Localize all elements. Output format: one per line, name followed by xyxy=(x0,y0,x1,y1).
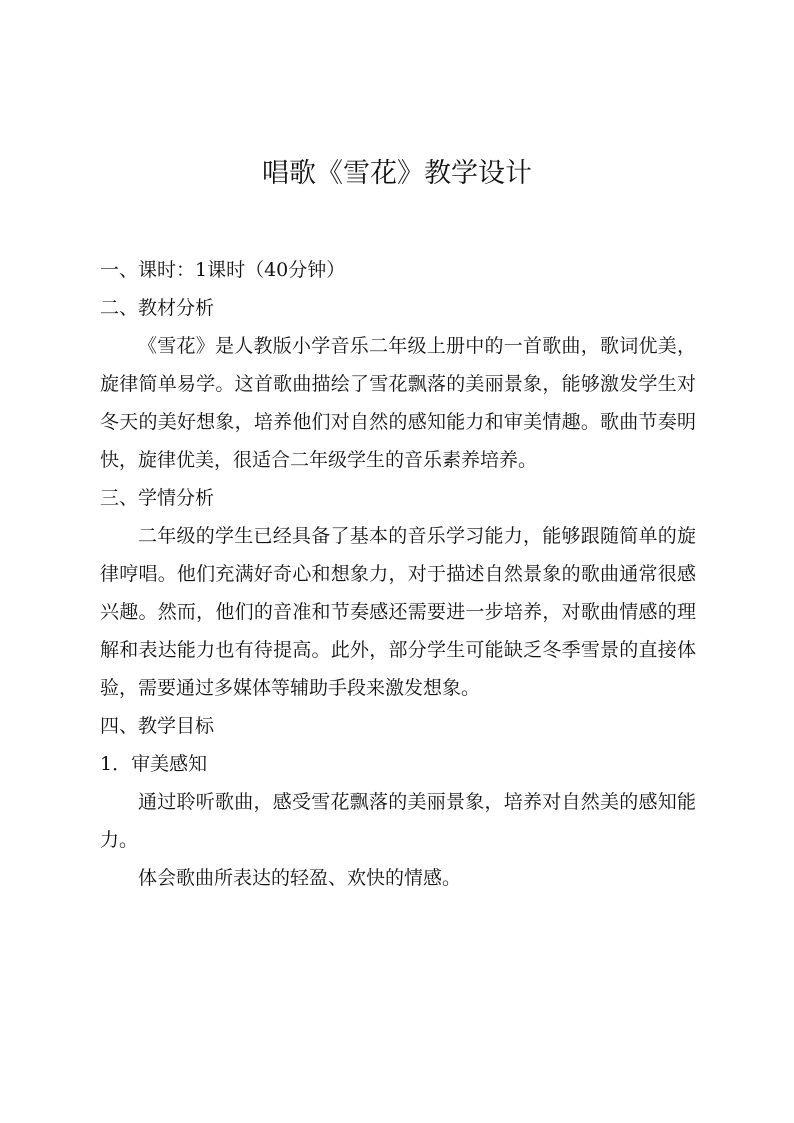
section-3-paragraph: 二年级的学生已经具备了基本的音乐学习能力，能够跟随简单的旋律哼唱。他们充满好奇心和想象力，对于描述自然景象的歌曲通常很感兴趣。然而，他们的音准和节奏感还需要进一步培养，对歌曲情感的理解和表达能力也有待提高。此外，部分学生可能缺乏冬季雪景的直接体验，需要通过多媒体等辅助手段来激发想象。 xyxy=(100,525,696,699)
section-3-heading: 三、学情分析 xyxy=(100,487,215,509)
section-4-heading: 四、教学目标 xyxy=(100,715,215,737)
section-1-lesson-time: 一、课时：1课时（40分钟） xyxy=(100,259,346,281)
section-2-paragraph: 《雪花》是人教版小学音乐二年级上册中的一首歌曲，歌词优美，旋律简单易学。这首歌曲描绘了雪花飘落的美丽景象，能够激发学生对冬天的美好想象，培养他们对自然的感知能力和审美情趣。歌曲节奏明快，旋律优美，很适合二年级学生的音乐素养培养。 xyxy=(100,335,696,471)
document-title: 唱歌《雪花》教学设计 xyxy=(262,158,532,189)
subsection-1-paragraph-2: 体会歌曲所表达的轻盈、欢快的情感。 xyxy=(138,867,462,889)
section-2-heading: 二、教材分析 xyxy=(100,297,215,319)
document-body xyxy=(100,251,696,897)
subsection-1-heading: 1．审美感知 xyxy=(100,753,208,775)
subsection-1-paragraph-1: 通过聆听歌曲，感受雪花飘落的美丽景象，培养对自然美的感知能力。 xyxy=(100,791,696,851)
